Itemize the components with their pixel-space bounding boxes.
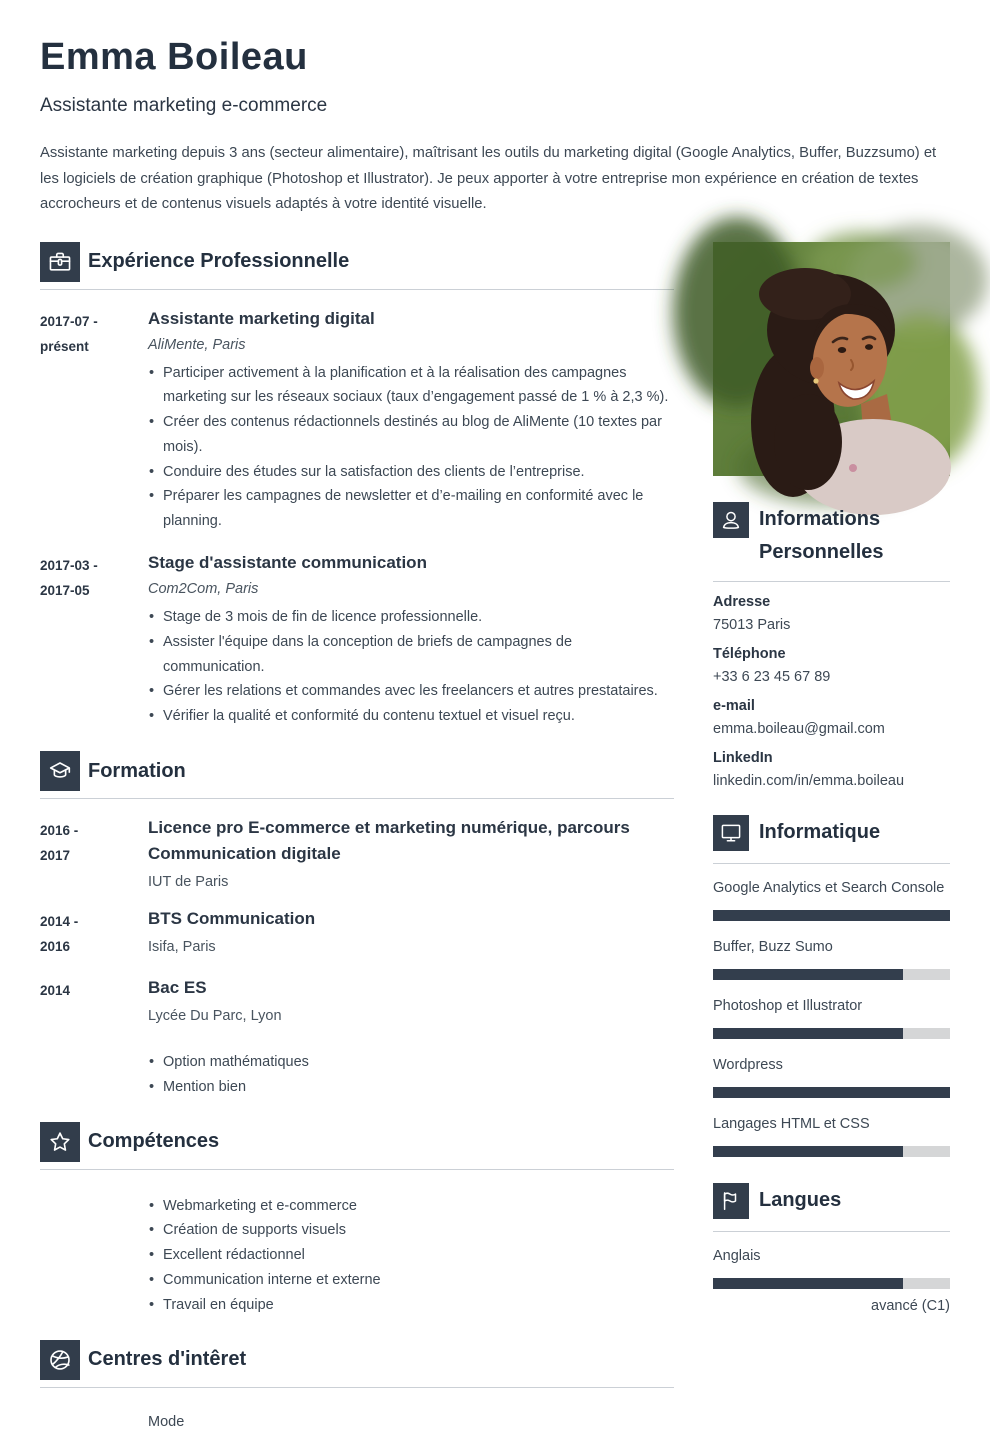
skill-item [713,994,950,1039]
interests-header [40,1340,674,1388]
field-value: 75013 Paris [713,616,791,633]
interests-list [148,1404,674,1435]
bullet-item: • Travail en équipe [148,1293,674,1318]
person-name: Emma Boileau [40,36,308,78]
skill-bar-fill [713,969,903,980]
skill-item [713,1053,950,1098]
bullet-item: • Mention bien [148,1075,674,1100]
date-line: 2014 - [40,914,79,930]
bullet-item: • Préparer les campagnes de newsletter et d’e-mailing en conformité avec le planning. [148,484,674,534]
date-line: 2016 - [40,823,79,839]
interests-body [40,1404,674,1435]
flag-icon [713,1183,749,1219]
education-entry [40,975,674,1100]
entry-dates [40,306,148,535]
bullet-item: • Participer activement à la planification et à la réalisation des campagnes marketing sur les réseaux sociaux (taux d’engagement passé de 1 % à 2,3 %). [148,361,674,411]
skill-bar-fill [713,1146,903,1157]
field-label: LinkedIn [713,749,773,766]
entry-content [148,906,674,959]
entry-content [148,550,674,729]
section-title: Informations Personnelles [759,507,884,563]
section-informatique [713,815,950,1157]
bullet-item: • Webmarketing et e-commerce [148,1194,674,1219]
date-line: présent [40,338,89,354]
personal-field [713,750,950,789]
language-bar [713,1278,950,1289]
entry-dates [40,906,148,959]
skill-name: Wordpress [713,1056,783,1073]
bullet-list [148,1050,674,1100]
entry-content [148,306,674,535]
person-icon [713,502,749,538]
personal-field [713,594,950,633]
empty-date-column [40,1186,148,1318]
bullet-item: • Créer des contenus rédactionnels destinés au blog de AliMente (10 textes par mois). [148,410,674,460]
informatique-header [713,815,950,864]
sidebar [713,242,950,1451]
bullet-list [148,361,674,535]
skill-bar [713,1087,950,1098]
bullet-item: • Assister l'équipe dans la conception de briefs de campagnes de communication. [148,630,674,680]
job-title: Assistante marketing e-commerce [40,95,328,116]
skill-bar-fill [713,1028,903,1039]
content-columns [40,242,950,1451]
section-title: Compétences [88,1130,220,1153]
skill-bar [713,1028,950,1039]
language-bar-fill [713,1278,903,1289]
profile-summary: Assistante marketing depuis 3 ans (secteur alimentaire), maîtrisant les outils du marketing digital (Google Analytics, Buffer, Buzzsumo) et les logiciels de création graphique (Photoshop et Illustrator). Je peux apporter à votre entreprise mon expérience en création de textes accrocheurs et de contenus visuels adaptés à votre identité visuelle. [40,145,937,212]
skill-item [713,876,950,921]
entry-school: Isifa, Paris [148,939,216,956]
entry-company: AliMente, Paris [148,336,246,353]
langues-header [713,1183,950,1232]
section-title: Centres d'intêret [88,1348,247,1371]
entry-company: Com2Com, Paris [148,581,259,598]
skill-bar-fill [713,910,950,921]
field-label: Téléphone [713,645,786,662]
bullet-item: • Création de supports visuels [148,1218,674,1243]
education-entry [40,906,674,959]
personal-fields [713,594,950,789]
competences-header [40,1122,674,1170]
ball-icon [40,1340,80,1380]
section-interests [40,1340,674,1435]
field-label: Adresse [713,593,771,610]
entry-dates [40,550,148,729]
bullet-list [148,605,674,729]
section-title: Formation [88,759,186,782]
entry-dates [40,975,148,1100]
section-experience [40,242,674,730]
bullet-item: • Gérer les relations et commandes avec les freelancers et autres prestataires. [148,679,674,704]
bullet-item: • Vérifier la qualité et conformité du contenu textuel et visuel reçu. [148,704,674,729]
personal-field [713,698,950,737]
competences-list [148,1194,674,1318]
entry-content [148,815,674,890]
skill-name: Buffer, Buzz Sumo [713,938,833,955]
section-competences [40,1122,674,1318]
entry-degree: Licence pro E-commerce et marketing numérique, parcours Communication digitale [148,818,630,864]
empty-date-column [40,1404,148,1435]
monitor-icon [713,815,749,851]
skill-bar [713,969,950,980]
skill-name: Photoshop et Illustrator [713,997,863,1014]
portrait-photo [713,242,950,476]
experience-entry [40,306,674,535]
language-name: Anglais [713,1247,761,1264]
personal-field [713,646,950,685]
main-column [40,242,674,1451]
skill-name: Langages HTML et CSS [713,1115,870,1132]
date-line: 2014 [40,983,71,999]
entry-degree: Bac ES [148,978,207,998]
bullet-item: • Communication interne et externe [148,1268,674,1293]
section-langues [713,1183,950,1314]
date-line: 2017-07 - [40,313,98,329]
skill-item [713,1112,950,1157]
bullet-item: • Excellent rédactionnel [148,1243,674,1268]
language-level-label: avancé (C1) [871,1297,950,1314]
entry-school: Lycée Du Parc, Lyon [148,1008,282,1025]
date-line: 2017 [40,848,71,864]
language-item [713,1244,950,1314]
experience-entry [40,550,674,729]
competences-body [40,1186,674,1318]
education-entries [40,815,674,1100]
skill-item [713,935,950,980]
experience-entries [40,306,674,730]
star-icon [40,1122,80,1162]
section-title: Langues [759,1188,842,1211]
entry-content [148,975,674,1100]
experience-header [40,242,674,290]
field-value: emma.boileau@gmail.com [713,720,885,737]
entry-role: Assistante marketing digital [148,308,375,328]
bullet-item: • Option mathématiques [148,1050,674,1075]
skill-bar [713,910,950,921]
field-value: linkedin.com/in/emma.boileau [713,772,905,789]
section-personal-info [713,502,950,789]
section-title: Informatique [759,820,881,843]
education-entry [40,815,674,890]
graduation-cap-icon [40,751,80,791]
entry-school: IUT de Paris [148,874,229,891]
entry-role: Stage d'assistante communication [148,553,427,573]
briefcase-icon [40,242,80,282]
section-title: Expérience Professionnelle [88,250,350,272]
entry-dates [40,815,148,890]
bullet-item: • Stage de 3 mois de fin de licence professionnelle. [148,605,674,630]
date-line: 2016 [40,939,71,955]
section-formation [40,751,674,1100]
field-value: +33 6 23 45 67 89 [713,668,831,685]
entry-degree: BTS Communication [148,909,316,929]
formation-header [40,751,674,799]
date-line: 2017-03 - [40,558,98,574]
langues-list [713,1244,950,1314]
field-label: e-mail [713,697,755,714]
interest-item: Mode [148,1413,185,1430]
informatique-skills [713,876,950,1157]
bullet-item: • Conduire des études sur la satisfaction des clients de l’entreprise. [148,460,674,485]
skill-name: Google Analytics et Search Console [713,879,945,896]
skill-bar-fill [713,1087,950,1098]
skill-bar [713,1146,950,1157]
personal-info-header [713,502,950,582]
date-line: 2017-05 [40,583,90,599]
